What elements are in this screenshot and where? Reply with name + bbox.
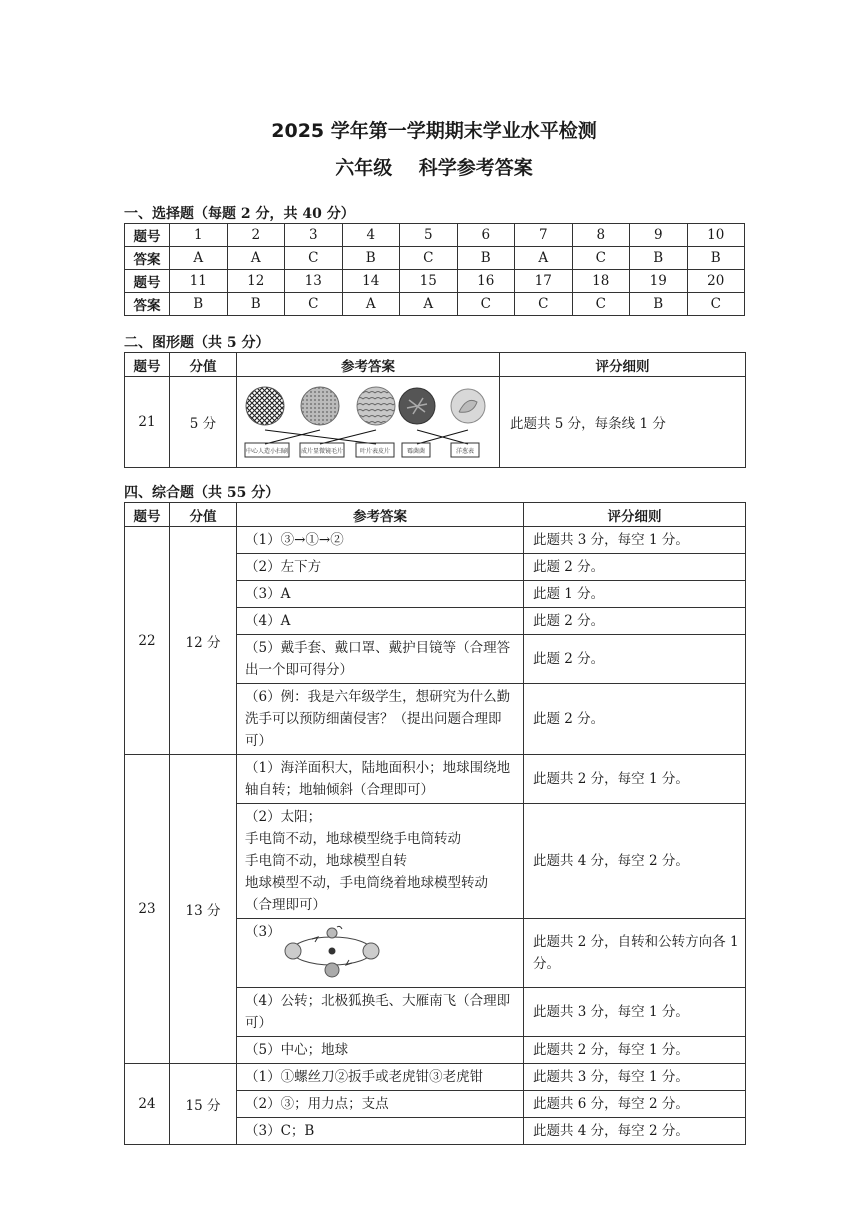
answer-cell: （4）A bbox=[237, 608, 524, 635]
answer-cell: C bbox=[457, 293, 515, 316]
column-header: 题号 bbox=[125, 353, 170, 377]
table-row bbox=[125, 1064, 746, 1091]
question-number: 20 bbox=[687, 270, 745, 293]
scoring-rule: 此题共 2 分，每空 1 分。 bbox=[524, 755, 746, 804]
scoring-rule: 此题共 5 分，每条线 1 分 bbox=[500, 377, 746, 468]
question-number: 4 bbox=[342, 224, 400, 247]
orbit-direction-arrow bbox=[346, 960, 352, 965]
answer-cell: （5）中心；地球 bbox=[237, 1037, 524, 1064]
scoring-rule: 此题 2 分。 bbox=[524, 635, 746, 684]
question-number: 5 bbox=[400, 224, 458, 247]
answer-cell: A bbox=[227, 247, 285, 270]
scoring-rule: 此题共 3 分，每空 1 分。 bbox=[524, 1064, 746, 1091]
answer-cell: （2）左下方 bbox=[237, 554, 524, 581]
table-row bbox=[125, 247, 745, 270]
question-number: 15 bbox=[400, 270, 458, 293]
table-row bbox=[125, 224, 745, 247]
column-header: 评分细则 bbox=[500, 353, 746, 377]
answer-cell: B bbox=[630, 247, 688, 270]
answer-line: （合理即可） bbox=[245, 897, 326, 913]
answer-cell: C bbox=[572, 247, 630, 270]
match-line bbox=[265, 430, 376, 444]
table-header-row bbox=[125, 353, 746, 377]
scoring-rule: 此题共 3 分，每空 1 分。 bbox=[524, 988, 746, 1037]
answer-line: （2）太阳； bbox=[245, 809, 322, 825]
figure-label: 中心人造小扫刷 bbox=[245, 448, 289, 455]
figure-question-table bbox=[124, 352, 746, 468]
answer-cell: B bbox=[457, 247, 515, 270]
answer-cell: A bbox=[400, 293, 458, 316]
answer-cell: C bbox=[687, 293, 745, 316]
question-number: 6 bbox=[457, 224, 515, 247]
figure-label: 霉菌菌 bbox=[406, 448, 426, 455]
column-header: 分值 bbox=[170, 353, 237, 377]
table-row bbox=[125, 270, 745, 293]
question-number: 17 bbox=[515, 270, 573, 293]
table-row bbox=[125, 527, 746, 554]
score-cell: 5 分 bbox=[170, 377, 237, 468]
answer-line: 手电筒不动，地球模型自转 bbox=[245, 853, 407, 869]
answer-cell: B bbox=[342, 247, 400, 270]
figure-label: 成片显微镜毛片 bbox=[300, 448, 344, 455]
rotation-arrow bbox=[337, 926, 342, 929]
scoring-rule: 此题共 3 分，每空 1 分。 bbox=[524, 527, 746, 554]
multiple-choice-table bbox=[124, 223, 745, 316]
question-number: 10 bbox=[687, 224, 745, 247]
answer-cell: （1）①螺丝刀②扳手或老虎钳③老虎钳 bbox=[237, 1064, 524, 1091]
matching-figure bbox=[237, 377, 500, 468]
orbit-direction-arrow bbox=[312, 937, 318, 942]
column-header: 评分细则 bbox=[524, 503, 746, 527]
question-number: 11 bbox=[170, 270, 228, 293]
match-line bbox=[265, 430, 320, 444]
column-header: 分值 bbox=[170, 503, 237, 527]
answer-label: （3） bbox=[245, 924, 281, 940]
score-cell: 15 分 bbox=[170, 1064, 237, 1145]
row-label: 题号 bbox=[125, 224, 170, 247]
table-header-row bbox=[125, 503, 746, 527]
question-number: 16 bbox=[457, 270, 515, 293]
score-cell: 13 分 bbox=[170, 755, 237, 1064]
column-header: 题号 bbox=[125, 503, 170, 527]
question-number: 19 bbox=[630, 270, 688, 293]
earth-icon bbox=[363, 943, 379, 959]
column-header: 参考答案 bbox=[237, 353, 500, 377]
question-number: 1 bbox=[170, 224, 228, 247]
row-label: 题号 bbox=[125, 270, 170, 293]
answer-cell: C bbox=[515, 293, 573, 316]
question-number: 7 bbox=[515, 224, 573, 247]
question-number: 2 bbox=[227, 224, 285, 247]
question-number: 14 bbox=[342, 270, 400, 293]
row-label: 答案 bbox=[125, 247, 170, 270]
answer-cell: （5）戴手套、戴口罩、戴护目镜等（合理答出一个即可得分） bbox=[237, 635, 524, 684]
scoring-rule: 此题共 2 分，自转和公转方向各 1 分。 bbox=[524, 919, 746, 988]
section2-heading: 二、图形题（共 5 分） bbox=[124, 335, 270, 351]
question-number: 12 bbox=[227, 270, 285, 293]
question-number: 13 bbox=[285, 270, 343, 293]
document-title: 2025 学年第一学期期末学业水平检测 bbox=[271, 120, 597, 142]
table-row bbox=[125, 755, 746, 804]
answer-cell: B bbox=[630, 293, 688, 316]
answer-cell: A bbox=[170, 247, 228, 270]
question-number: 23 bbox=[125, 755, 170, 1064]
answer-cell: A bbox=[515, 247, 573, 270]
document-subtitle: 六年级 科学参考答案 bbox=[335, 157, 533, 179]
answer-cell: B bbox=[687, 247, 745, 270]
scoring-rule: 此题 1 分。 bbox=[524, 581, 746, 608]
section4-heading: 四、综合题（共 55 分） bbox=[124, 485, 280, 501]
answer-cell: （1）海洋面积大，陆地面积小；地球围绕地轴自转；地轴倾斜（合理即可） bbox=[237, 755, 524, 804]
question-number: 24 bbox=[125, 1064, 170, 1145]
scoring-rule: 此题共 6 分，每空 2 分。 bbox=[524, 1091, 746, 1118]
answer-cell: （4）公转；北极狐换毛、大雁南飞（合理即可） bbox=[237, 988, 524, 1037]
earth-icon bbox=[285, 943, 301, 959]
question-number: 9 bbox=[630, 224, 688, 247]
answer-cell bbox=[237, 919, 524, 988]
answer-cell: （3）C；B bbox=[237, 1118, 524, 1145]
row-label: 答案 bbox=[125, 293, 170, 316]
score-cell: 12 分 bbox=[170, 527, 237, 755]
question-number: 21 bbox=[125, 377, 170, 468]
answer-cell: A bbox=[342, 293, 400, 316]
scoring-rule: 此题共 2 分，每空 1 分。 bbox=[524, 1037, 746, 1064]
table-row bbox=[125, 377, 746, 468]
section1-heading: 一、选择题（每题 2 分，共 40 分） bbox=[124, 206, 355, 222]
earth-icon bbox=[325, 963, 339, 977]
answer-cell: C bbox=[285, 247, 343, 270]
sun-icon bbox=[329, 948, 336, 955]
match-line bbox=[320, 430, 376, 444]
micrograph-circle bbox=[246, 387, 284, 425]
answer-cell: （2）③；用力点；支点 bbox=[237, 1091, 524, 1118]
answer-cell: C bbox=[285, 293, 343, 316]
answer-cell: （1）③→①→② bbox=[237, 527, 524, 554]
scoring-rule: 此题共 4 分，每空 2 分。 bbox=[524, 1118, 746, 1145]
question-number: 8 bbox=[572, 224, 630, 247]
comprehensive-question-table bbox=[124, 502, 746, 1145]
question-number: 18 bbox=[572, 270, 630, 293]
question-number: 3 bbox=[285, 224, 343, 247]
table-row bbox=[125, 293, 745, 316]
scoring-rule: 此题 2 分。 bbox=[524, 684, 746, 755]
scoring-rule: 此题 2 分。 bbox=[524, 608, 746, 635]
answer-cell: B bbox=[227, 293, 285, 316]
matching-diagram bbox=[237, 378, 500, 466]
question-number: 22 bbox=[125, 527, 170, 755]
scoring-rule: 此题共 4 分，每空 2 分。 bbox=[524, 804, 746, 919]
answer-cell: C bbox=[572, 293, 630, 316]
answer-line: 地球模型不动，手电筒绕着地球模型转动 bbox=[245, 875, 488, 891]
earth-icon bbox=[327, 928, 337, 938]
column-header: 参考答案 bbox=[237, 503, 524, 527]
figure-label: 洋葱表 bbox=[455, 448, 475, 455]
earth-orbit-diagram bbox=[282, 923, 382, 981]
answer-line: 手电筒不动，地球模型绕手电筒转动 bbox=[245, 831, 461, 847]
answer-cell: （6）例：我是六年级学生，想研究为什么勤洗手可以预防细菌侵害？（提出问题合理即可） bbox=[237, 684, 524, 755]
answer-cell: B bbox=[170, 293, 228, 316]
answer-cell: C bbox=[400, 247, 458, 270]
figure-label: 叶片表皮片 bbox=[359, 448, 391, 455]
answer-cell bbox=[237, 804, 524, 919]
answer-cell: （3）A bbox=[237, 581, 524, 608]
scoring-rule: 此题 2 分。 bbox=[524, 554, 746, 581]
